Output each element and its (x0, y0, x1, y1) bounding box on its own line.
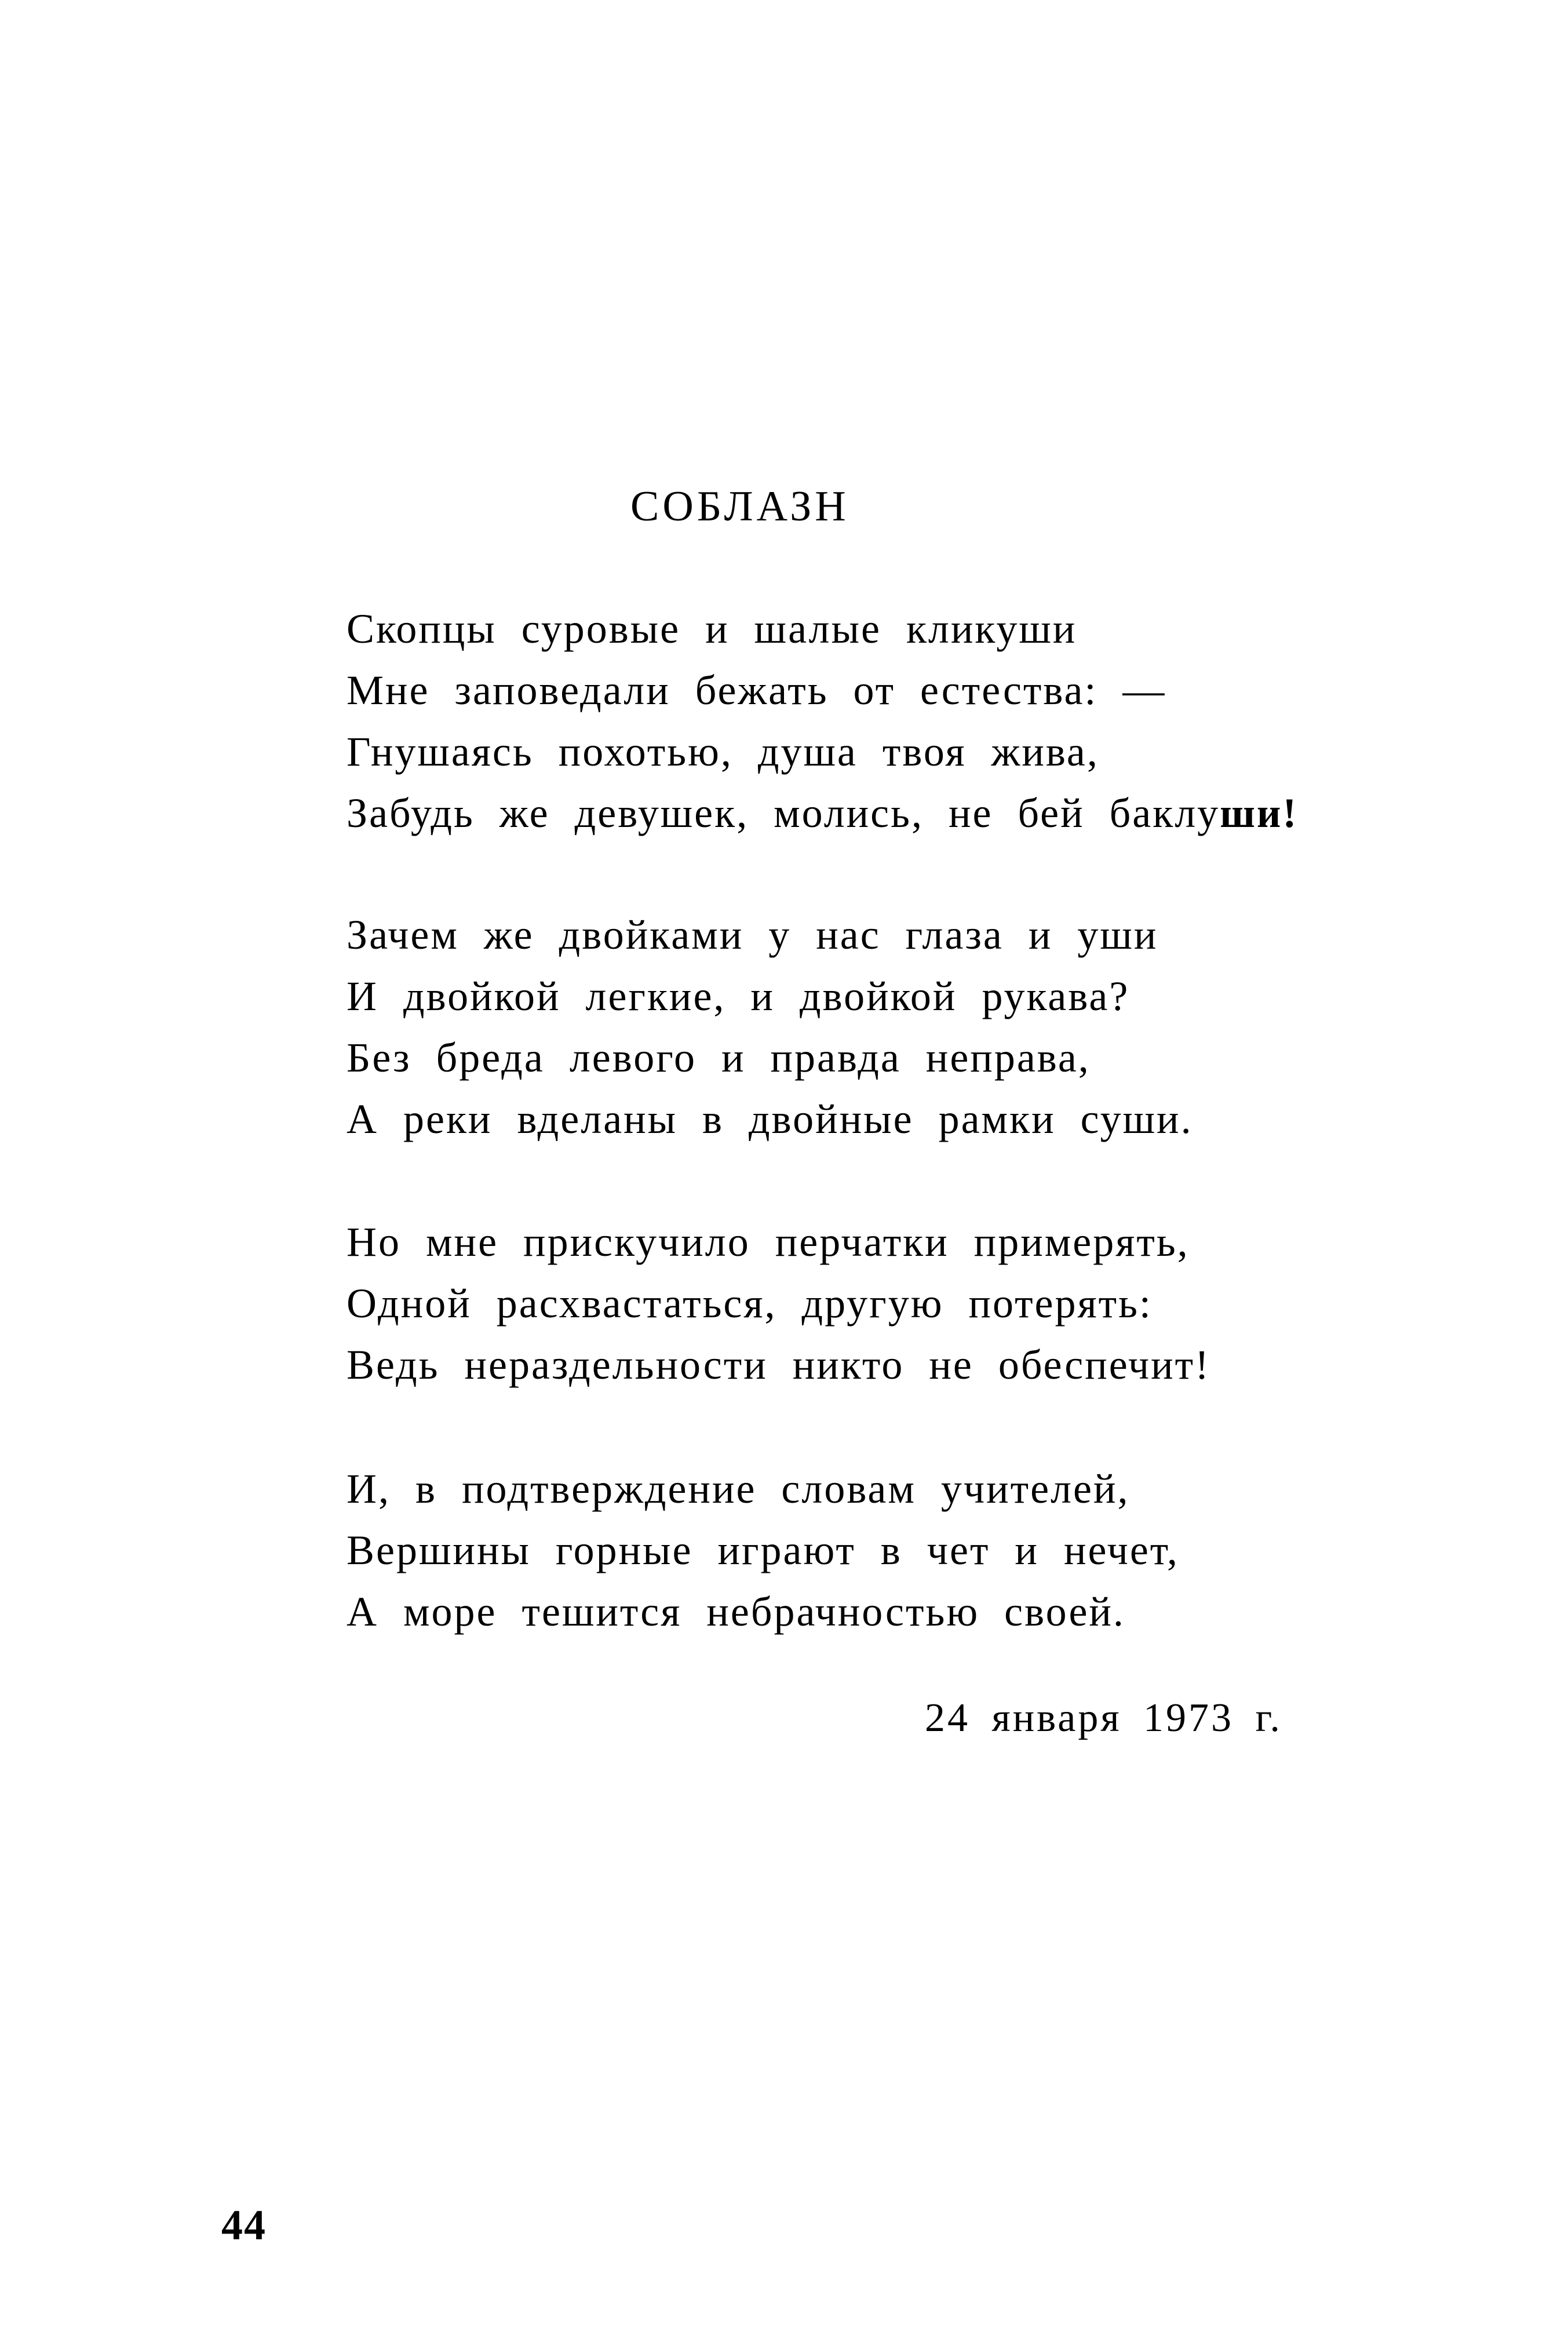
poem-line: Зачем же двойками у нас глаза и уши (347, 912, 1158, 958)
poem-line-normal-segment: Забудь же девушек, молись, не бей баклу (347, 790, 1220, 836)
poem-line-bold-segment: ши! (1220, 790, 1299, 836)
poem-title: СОБЛАЗН (630, 483, 849, 530)
poem-line: Скопцы суровые и шалые кликуши (347, 606, 1077, 652)
poem-line: Одной расхвастаться, другую потерять: (347, 1280, 1153, 1327)
poem-line: Без бреда левого и правда неправа, (347, 1034, 1091, 1081)
page-number: 44 (221, 2202, 267, 2249)
poem-line: А море тешится небрачностью своей. (347, 1588, 1125, 1635)
poem-line: Ведь нераздельности никто не обеспечит! (347, 1342, 1211, 1388)
poem-line (347, 782, 1447, 844)
stanza-2 (347, 904, 1447, 1150)
poem-line: Вершины горные играют в чет и нечет, (347, 1527, 1179, 1573)
poem-line: И двойкой легкие, и двойкой рукава? (347, 973, 1130, 1019)
poem-line: А реки вделаны в двойные рамки суши. (347, 1096, 1193, 1142)
poem-line: Но мне прискучило перчатки примерять, (347, 1219, 1190, 1265)
stanza-1 (347, 598, 1447, 844)
stanza-4 (347, 1458, 1447, 1642)
poem-line: Гнушаясь похотью, душа твоя жива, (347, 728, 1099, 775)
poem-line: Мне заповедали бежать от естества: — (347, 667, 1166, 713)
stanza-3 (347, 1211, 1447, 1395)
poem-date: 24 января 1973 г. (925, 1696, 1282, 1740)
poem-line: И, в подтверждение словам учителей, (347, 1466, 1130, 1512)
